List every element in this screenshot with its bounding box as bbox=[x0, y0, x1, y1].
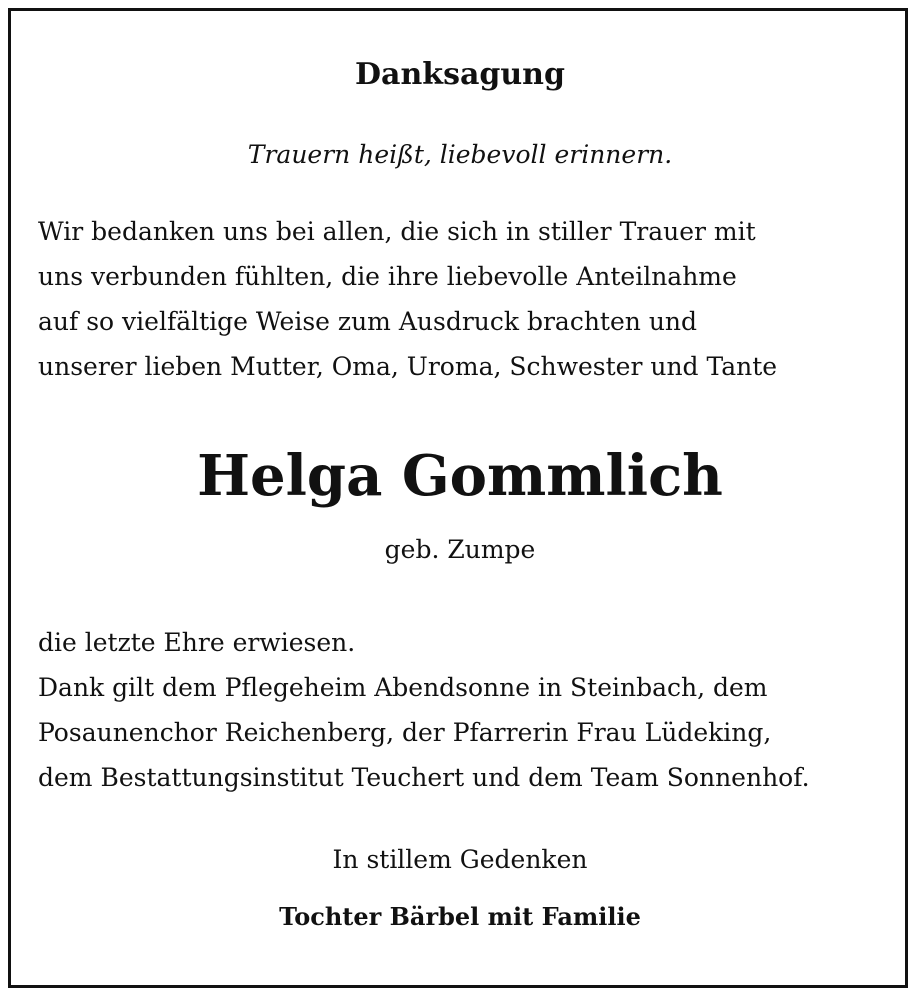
notice-title: Danksagung bbox=[355, 57, 565, 92]
motto-quote: Trauern heißt, liebevoll erinnern. bbox=[247, 140, 673, 169]
intro-line: auf so vielfältige Weise zum Ausdruck brachten und bbox=[38, 307, 698, 336]
deceased-name: Helga Gommlich bbox=[197, 443, 723, 509]
thanks-line: dem Bestattungsinstitut Teuchert und dem Team Sonnenhof. bbox=[38, 763, 810, 792]
thanks-line: Posaunenchor Reichenberg, der Pfarrerin Frau Lüdeking, bbox=[38, 718, 772, 747]
thanks-line: Dank gilt dem Pflegeheim Abendsonne in Steinbach, dem bbox=[38, 673, 768, 702]
closing-phrase: In stillem Gedenken bbox=[332, 845, 588, 874]
intro-paragraph bbox=[38, 209, 898, 389]
thanks-paragraph bbox=[38, 620, 898, 800]
birth-name: geb. Zumpe bbox=[384, 535, 536, 564]
signature: Tochter Bärbel mit Familie bbox=[279, 902, 641, 931]
thanks-line: die letzte Ehre erwiesen. bbox=[38, 628, 356, 657]
intro-line: unserer lieben Mutter, Oma, Uroma, Schwester und Tante bbox=[38, 352, 778, 381]
intro-line: Wir bedanken uns bei allen, die sich in stiller Trauer mit bbox=[38, 217, 756, 246]
intro-line: uns verbunden fühlten, die ihre liebevolle Anteilnahme bbox=[38, 262, 737, 291]
